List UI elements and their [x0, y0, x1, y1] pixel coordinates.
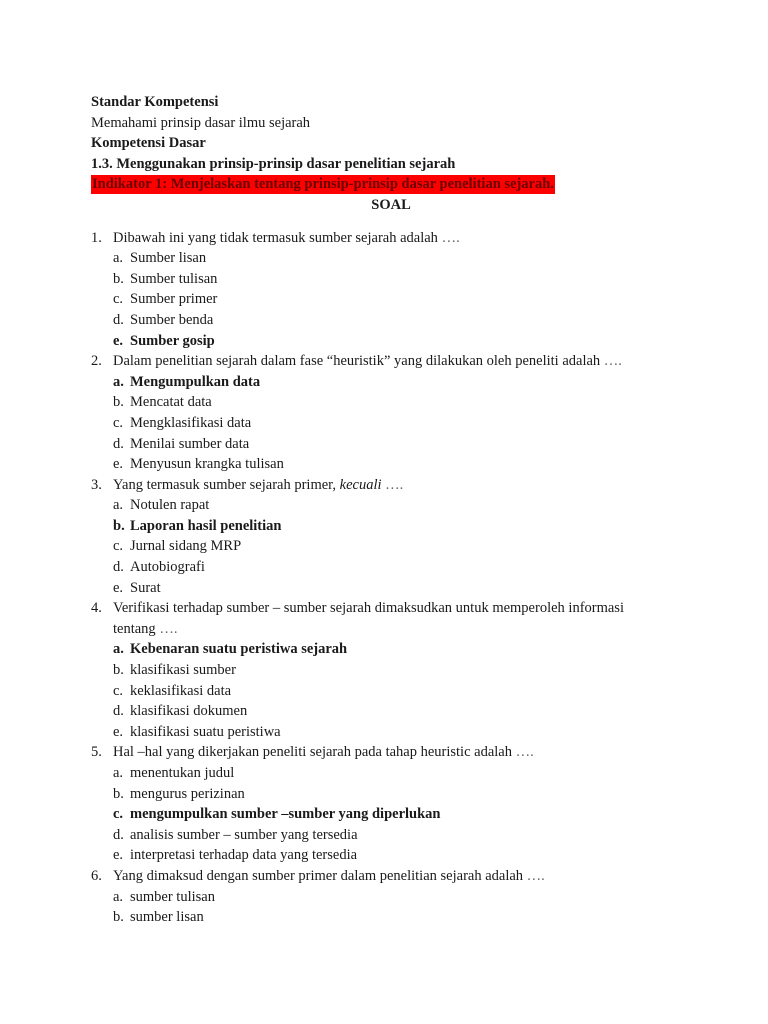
option-letter: b.: [113, 517, 125, 534]
option-letter: b.: [113, 909, 124, 926]
question-dots: ….: [159, 620, 178, 637]
answer-option: [91, 495, 691, 516]
answer-option: [91, 578, 691, 599]
option-text: Sumber primer: [130, 291, 218, 308]
option-letter: e.: [113, 456, 124, 473]
question-6: [91, 866, 691, 887]
option-text: sumber tulisan: [130, 888, 215, 905]
option-text: sumber lisan: [130, 909, 204, 926]
question-4-continued: [91, 619, 691, 640]
option-letter: c.: [113, 806, 124, 823]
option-letter: b.: [113, 662, 124, 679]
answer-option: [91, 248, 691, 269]
answer-option: [91, 289, 691, 310]
option-text: klasifikasi suatu peristiwa: [130, 723, 281, 740]
option-text: Menilai sumber data: [130, 435, 250, 452]
answer-option: [91, 269, 691, 290]
option-text: klasifikasi sumber: [130, 662, 236, 679]
option-letter: c.: [113, 291, 124, 308]
answer-option: [91, 845, 691, 866]
question-1: [91, 228, 691, 249]
answer-option: [91, 434, 691, 455]
question-dots: ….: [385, 476, 404, 493]
option-letter: a.: [113, 497, 124, 514]
standar-kompetensi-label: Standar Kompetensi: [91, 94, 219, 110]
question-number: 4.: [91, 600, 102, 617]
option-letter: a.: [113, 765, 124, 781]
question-text: Hal –hal yang dikerjakan peneliti sejarah pada tahap heuristic adalah: [113, 744, 512, 761]
question-number: 3.: [91, 476, 102, 493]
question-dots: ….: [526, 867, 545, 884]
option-text: interpretasi terhadap data yang tersedia: [130, 847, 358, 864]
question-number: 2.: [91, 353, 102, 370]
answer-option: [91, 392, 691, 413]
answer-option: [91, 413, 691, 434]
option-text: keklasifikasi data: [130, 682, 232, 699]
question-5: [91, 742, 691, 763]
answer-option: [91, 310, 691, 331]
question-3: [91, 475, 691, 496]
answer-option: [91, 701, 691, 722]
document-content: [91, 92, 691, 928]
option-letter: a.: [113, 888, 124, 905]
option-letter: d.: [113, 311, 124, 328]
question-text: Dibawah ini yang tidak termasuk sumber sejarah adalah: [113, 229, 438, 246]
answer-option-correct: [91, 516, 691, 537]
option-letter: b.: [113, 270, 124, 287]
option-text: Jurnal sidang MRP: [130, 538, 242, 555]
option-text: Sumber tulisan: [130, 270, 218, 287]
standar-kompetensi-text: Memahami prinsip dasar ilmu sejarah: [91, 114, 311, 131]
answer-option-correct: [91, 372, 691, 393]
soal-title: SOAL: [371, 196, 411, 213]
question-list: [91, 228, 691, 928]
answer-option: [91, 784, 691, 805]
option-text: Sumber gosip: [130, 332, 215, 349]
question-number: 6.: [91, 867, 102, 884]
answer-option-correct: [91, 639, 691, 660]
option-text: Menyusun krangka tulisan: [130, 456, 284, 473]
answer-option: [91, 660, 691, 681]
question-text: Yang dimaksud dengan sumber primer dalam penelitian sejarah adalah: [113, 867, 524, 884]
question-4: [91, 598, 691, 619]
option-letter: c.: [113, 538, 124, 555]
option-letter: b.: [113, 785, 124, 802]
option-text: Notulen rapat: [130, 497, 210, 514]
option-letter: a.: [113, 373, 124, 390]
question-number: 1.: [91, 229, 102, 246]
option-text: Mencatat data: [130, 394, 212, 411]
question-dots: ….: [441, 229, 460, 246]
answer-option-correct: [91, 331, 691, 352]
option-letter: d.: [113, 703, 124, 720]
option-letter: e.: [113, 847, 124, 864]
question-number: 5.: [91, 744, 102, 761]
option-letter: a.: [113, 250, 124, 267]
option-letter: e.: [113, 332, 124, 349]
option-letter: e.: [113, 723, 124, 740]
option-text: analisis sumber – sumber yang tersedia: [130, 826, 358, 843]
option-letter: c.: [113, 682, 124, 699]
option-letter: c.: [113, 414, 124, 431]
answer-option: [91, 722, 691, 743]
question-2: [91, 351, 691, 372]
option-letter: b.: [113, 394, 124, 411]
option-text: Mengklasifikasi data: [130, 414, 252, 431]
answer-option: [91, 887, 691, 908]
indikator-highlight: Indikator 1: Menjelaskan tentang prinsip-prinsip dasar penelitian sejarah.: [92, 176, 554, 193]
question-text: Yang termasuk sumber sejarah primer,: [113, 476, 337, 493]
question-dots: ….: [603, 353, 622, 370]
option-letter: e.: [113, 579, 124, 596]
question-text-continued: tentang: [113, 620, 156, 637]
kompetensi-dasar-label: Kompetensi Dasar: [91, 135, 206, 152]
question-text: Dalam penelitian sejarah dalam fase “heuristik” yang dilakukan oleh peneliti adalah: [113, 353, 601, 370]
option-text: Sumber lisan: [130, 250, 207, 267]
answer-option-correct: [91, 804, 691, 825]
answer-option: [91, 454, 691, 475]
question-text: Verifikasi terhadap sumber – sumber sejarah dimaksudkan untuk memperoleh informasi: [113, 600, 624, 617]
option-text: Surat: [130, 579, 161, 596]
answer-option: [91, 907, 691, 928]
option-text: klasifikasi dokumen: [130, 703, 248, 720]
option-text: mengumpulkan sumber –sumber yang diperlukan: [130, 806, 441, 823]
option-text: mengurus perizinan: [130, 785, 245, 802]
kompetensi-dasar-text: 1.3. Menggunakan prinsip-prinsip dasar penelitian sejarah: [91, 155, 456, 172]
answer-option: [91, 681, 691, 702]
question-emphasis: kecuali: [339, 476, 382, 493]
option-text: Kebenaran suatu peristiwa sejarah: [130, 641, 348, 658]
option-letter: d.: [113, 559, 124, 576]
answer-option: [91, 763, 691, 784]
option-text: Autobiografi: [130, 559, 205, 576]
answer-option: [91, 536, 691, 557]
option-text: Sumber benda: [130, 311, 214, 328]
answer-option: [91, 825, 691, 846]
option-letter: d.: [113, 826, 124, 843]
option-letter: d.: [113, 435, 124, 452]
option-text: Laporan hasil penelitian: [130, 517, 282, 534]
option-text: Mengumpulkan data: [130, 373, 261, 390]
option-text: menentukan judul: [130, 765, 235, 781]
question-dots: ….: [515, 744, 534, 761]
answer-option: [91, 557, 691, 578]
option-letter: a.: [113, 641, 124, 658]
